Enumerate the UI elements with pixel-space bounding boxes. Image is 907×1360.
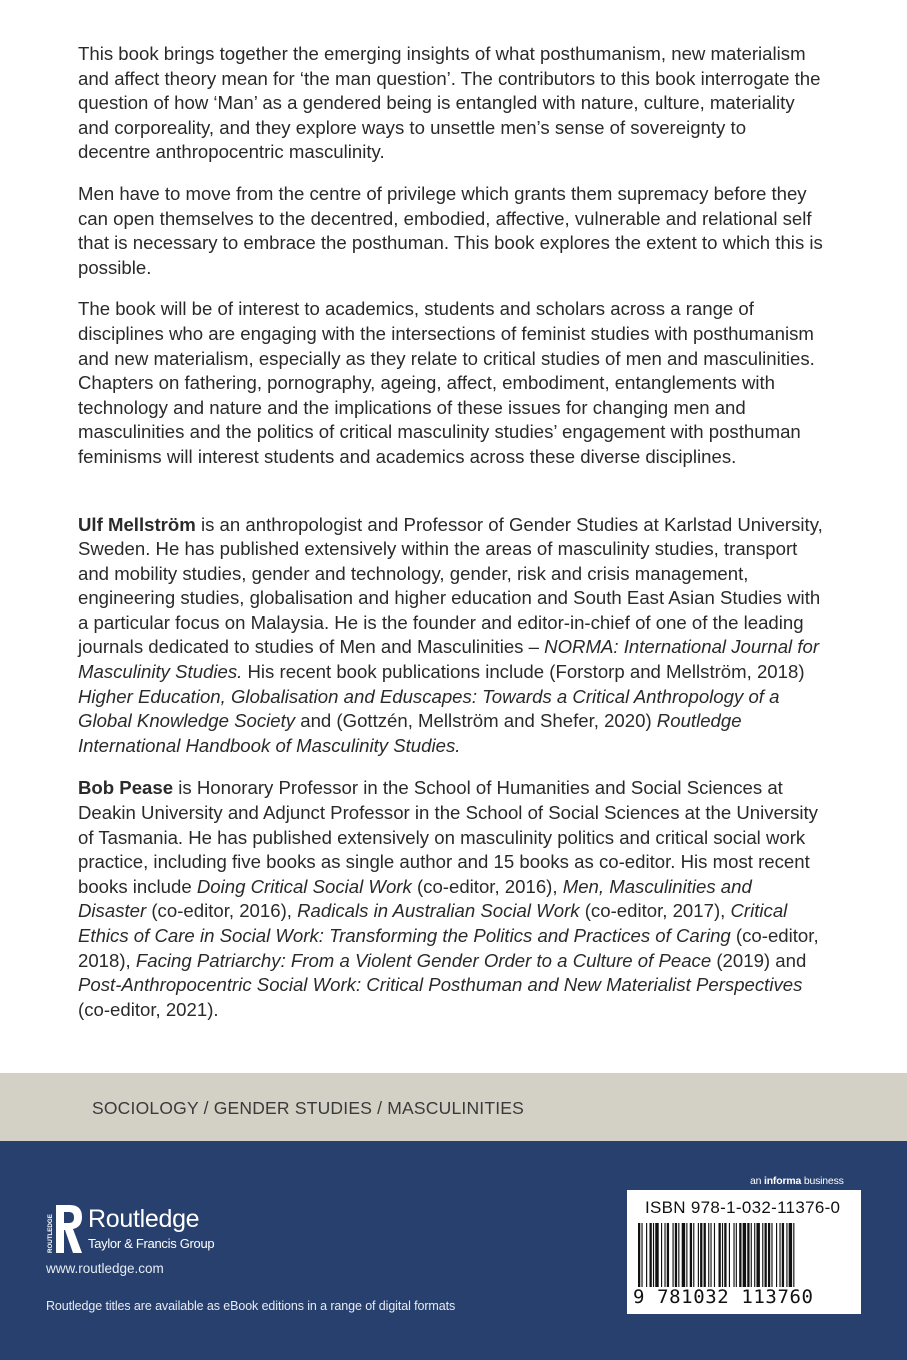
author-bio-1 [78, 513, 823, 759]
isbn-barcode [627, 1190, 861, 1314]
blurb-paragraph-2: Men have to move from the centre of privilege which grants them supremacy before they can open themselves to the decentred, embodied, affective, vulnerable and relational self that is necessary to embrace the posthuman. This book explores the extent to which this is possible. [78, 182, 823, 278]
routledge-logo-icon [44, 1203, 84, 1255]
author-bio-text: is Honorary Professor in the School of Humanities and Social Sciences at Deakin University and Adjunct Professor in the School of Social Sciences at the University of Tasmania. He has published extensively on masculinity politics and critical social work practice, including five books as single author and 15 books as co-editor. His most recent books include Doing Critical Social Work (co-editor, 2016), Men, Masculinities and Disaster (co-editor, 2016), Radicals in Australian Social Work (co-editor, 2017), Critical Ethics of Care in Social Work: Transforming the Politics and Practices of Caring (co-editor, 2018), Facing Patriarchy: From a Violent Gender Order to a Culture of Peace (2019) and Post-Anthropocentric Social Work: Critical Posthuman and New Materialist Perspectives (co-editor, 2021). [78, 777, 819, 1020]
isbn-label: ISBN 978-1-032-11376-0 [645, 1198, 841, 1217]
author-bio-2 [78, 776, 823, 1022]
blurb-paragraph-3: The book will be of interest to academics, students and scholars across a range of disciplines who are engaging with the intersections of feminist studies with posthumanism and new materialism, especially as they relate to critical studies of men and masculinities. Chapters on fathering, pornography, ageing, affect, embodiment, entanglements with technology and nature and the implications of these issues for changing men and masculinities and the politics of critical masculinity studies’ engagement with posthuman feminisms will interest students and academics across these diverse disciplines. [78, 298, 815, 467]
logo-vertical-text: ROUTLEDGE [47, 1214, 54, 1253]
back-cover-text [78, 42, 823, 1040]
publisher-name: Routledge [88, 1205, 200, 1233]
author-name: Ulf Mellström [78, 513, 196, 535]
barcode-bars [638, 1223, 850, 1287]
publisher-website[interactable]: www.routledge.com [46, 1261, 164, 1276]
blurb-paragraph-1: This book brings together the emerging insights of what posthumanism, new materialism and affect theory mean for ‘the man question’. The contributors to this book interrogate the question of how ‘Man’ as a gendered being is entangled with nature, culture, materiality and corporeality, and they explore ways to unsettle men’s sense of sovereignty to decentre anthropocentric masculinity. [78, 43, 821, 163]
publisher-group: Taylor & Francis Group [88, 1236, 215, 1251]
ebook-note: Routledge titles are available as eBook editions in a range of digital formats [46, 1299, 456, 1313]
author-bio-text: is an anthropologist and Professor of Gender Studies at Karlstad University, Sweden. He has published extensively within the areas of masculinity studies, transport and mobility studies, gender and technology, gender, risk and crisis management, engineering studies, globalisation and higher education and South East Asian Studies with a particular focus on Malaysia. He is the founder and editor-in-chief of one of the leading journals dedicated to studies of Men and Masculinities – NORMA: International Journal for Masculinity Studies. His recent book publications include (Forstorp and Mellström, 2018) Higher Education, Globalisation and Eduscapes: Towards a Critical Anthropology of a Global Knowledge Society and (Gottzén, Mellström and Shefer, 2020) Routledge International Handbook of Masculinity Studies. [78, 513, 823, 756]
author-name: Bob Pease [78, 777, 174, 799]
subject-category: SOCIOLOGY / GENDER STUDIES / MASCULINITIES [92, 1098, 525, 1118]
barcode-digits: 9 781032 113760 [633, 1286, 814, 1308]
informa-tagline: an informa business [750, 1175, 844, 1187]
